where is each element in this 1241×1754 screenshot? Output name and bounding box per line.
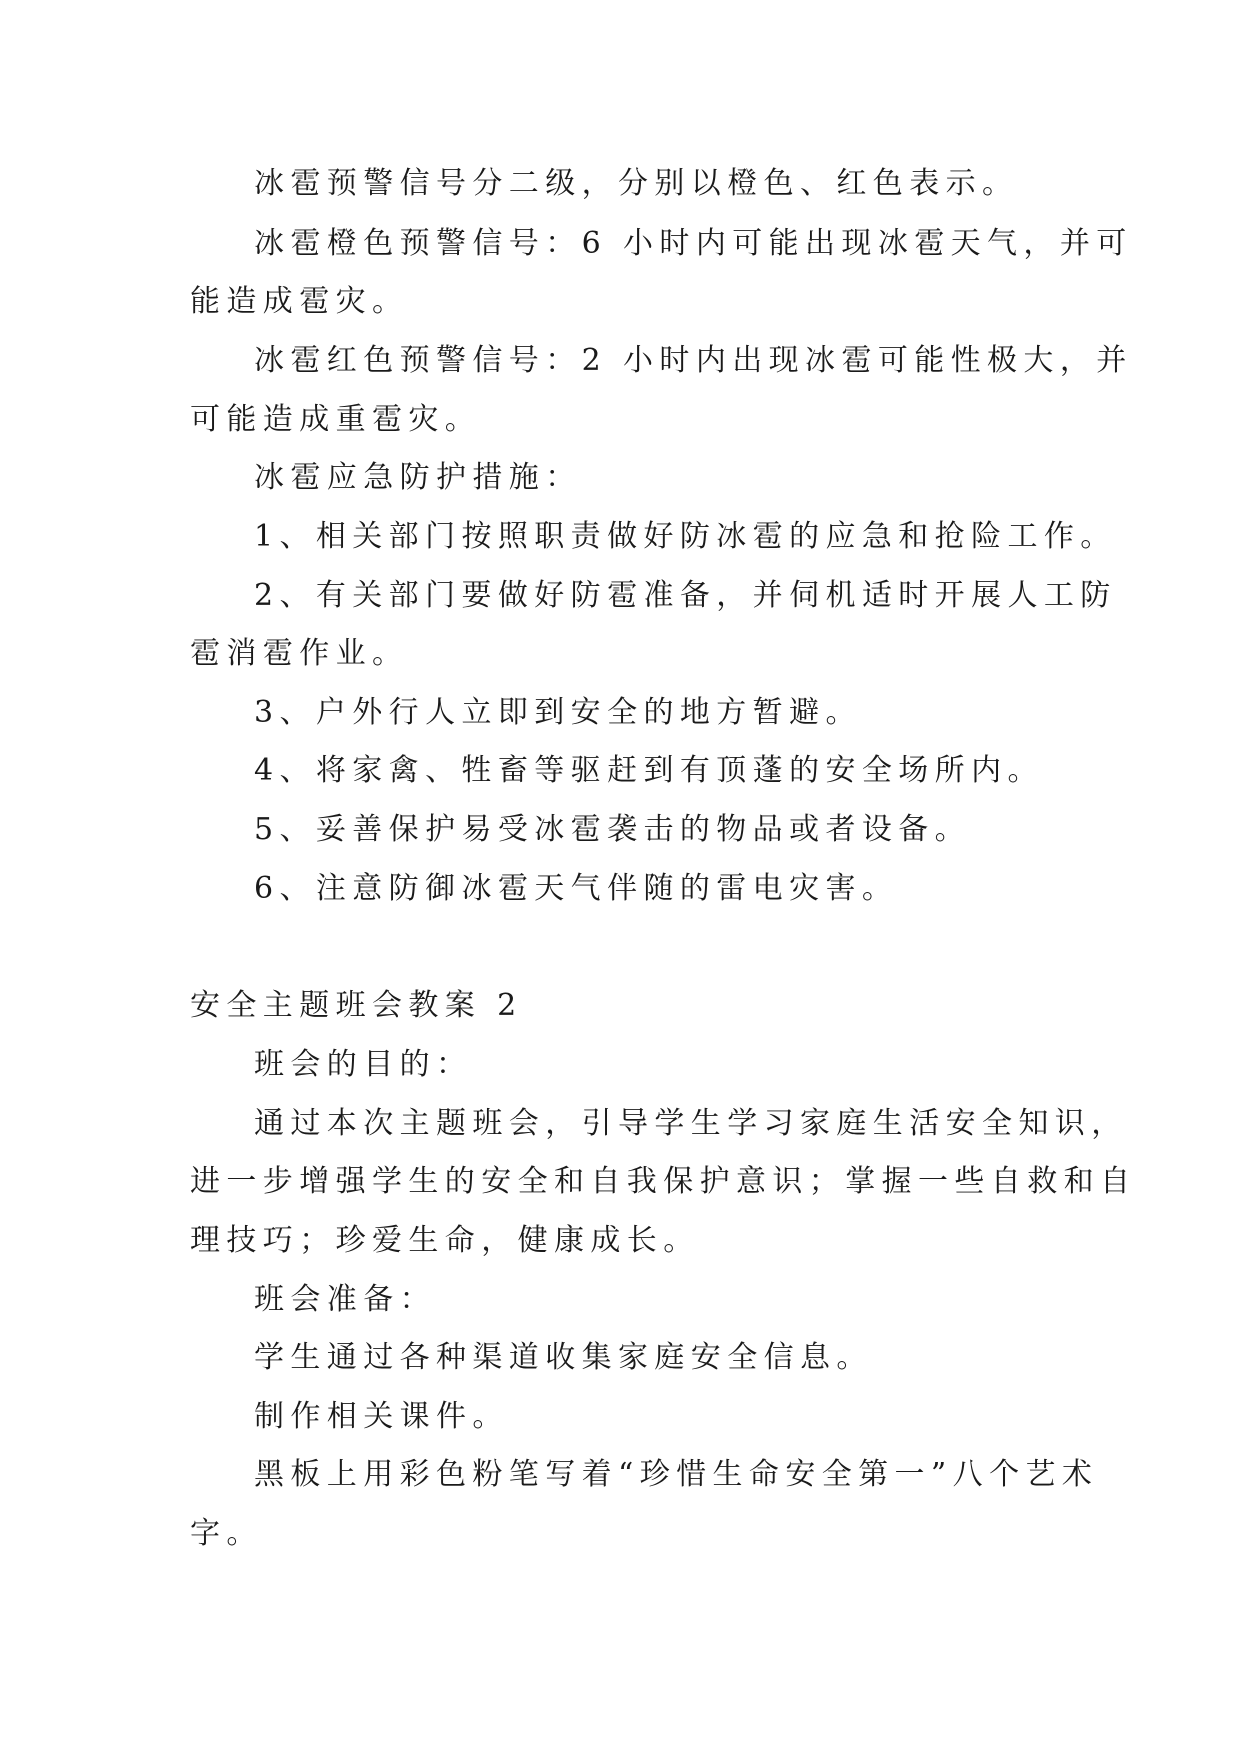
paragraph-purpose: 通过本次主题班会，引导学生学习家庭生活安全知识， [254, 1106, 1128, 1141]
paragraph-purpose-cont-1: 进一步增强学生的安全和自我保护意识；掌握一些自救和自 [190, 1164, 1137, 1199]
paragraph-purpose-cont-2: 理技巧；珍爱生命，健康成长。 [190, 1223, 700, 1258]
paragraph-orange-signal: 冰雹橙色预警信号：6 小时内可能出现冰雹天气，并可 [254, 226, 1133, 261]
heading-emergency-measures: 冰雹应急防护措施： [254, 460, 582, 495]
paragraph-prep-1: 学生通过各种渠道收集家庭安全信息。 [254, 1340, 873, 1375]
paragraph-red-signal-cont: 可能造成重雹灾。 [190, 402, 482, 437]
paragraph-prep-3-cont: 字。 [190, 1516, 263, 1551]
list-item-6: 6、注意防御冰雹天气伴随的雷电灾害。 [254, 871, 899, 906]
paragraph-orange-signal-cont: 能造成雹灾。 [190, 284, 409, 319]
section-title: 安全主题班会教案 2 [190, 988, 523, 1023]
paragraph-prep-2: 制作相关课件。 [254, 1399, 509, 1434]
paragraph-hail-signal-levels: 冰雹预警信号分二级，分别以橙色、红色表示。 [254, 166, 1019, 201]
heading-purpose: 班会的目的： [254, 1047, 473, 1082]
list-item-2: 2、有关部门要做好防雹准备，并伺机适时开展人工防 [254, 578, 1117, 613]
list-item-2-cont: 雹消雹作业。 [190, 636, 409, 671]
list-item-1: 1、相关部门按照职责做好防冰雹的应急和抢险工作。 [254, 519, 1117, 554]
heading-preparation: 班会准备： [254, 1282, 436, 1317]
paragraph-prep-3: 黑板上用彩色粉笔写着“珍惜生命安全第一”八个艺术 [254, 1457, 1099, 1492]
list-item-4: 4、将家禽、牲畜等驱赶到有顶蓬的安全场所内。 [254, 753, 1044, 788]
list-item-3: 3、户外行人立即到安全的地方暂避。 [254, 695, 862, 730]
paragraph-red-signal: 冰雹红色预警信号：2 小时内出现冰雹可能性极大，并 [254, 343, 1133, 378]
list-item-5: 5、妥善保护易受冰雹袭击的物品或者设备。 [254, 812, 972, 847]
